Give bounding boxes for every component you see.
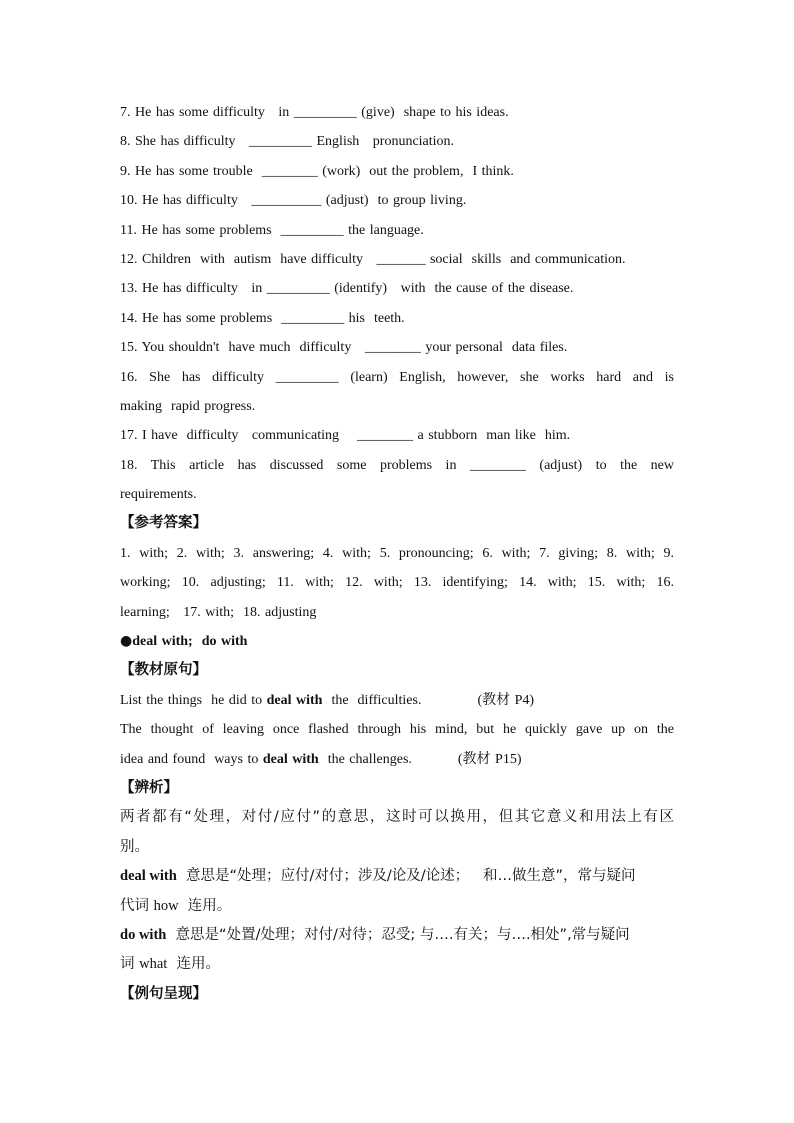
exercise-line: 7. He has some difficulty in _________ (give) shape to his ideas. [120, 105, 509, 120]
exercise-line: requirements. [120, 487, 197, 503]
exercise-line: 11. He has some problems _________ the language. [120, 222, 424, 238]
exercise-line: 10. He has difficulty __________ (adjust) to group living. [120, 193, 467, 209]
exercise-line: 18. This article has discussed some problems in ________ (adjust) to the new [120, 457, 674, 473]
exercise-line: 13. He has difficulty in _________ (identify) with the cause of the disease. [120, 281, 574, 297]
analysis-text: 两者都有“处理，对付/应付”的意思，这时可以换用，但其它意义和用法上有区 [120, 809, 674, 826]
keyword: deal with [262, 751, 319, 767]
source-sentence: idea and found ways to deal with the challenges. (教材 P15) [120, 751, 522, 767]
bullet-icon: ● [120, 633, 133, 650]
exercise-line: 8. She has difficulty _________ English pronunciation. [120, 134, 455, 150]
keyword: do with [120, 926, 167, 943]
analysis-heading: 【辨析】 [120, 779, 178, 796]
exercise-line: making rapid progress. [120, 398, 256, 414]
exercise-line: 16. She has difficulty _________ (learn) English, however, she works hard and is [120, 369, 674, 385]
topic-title [120, 627, 674, 656]
answer-line: working; 10. adjusting; 11. with; 12. with; 13. identifying; 14. with; 15. with; 16. [120, 575, 674, 591]
exercise-line: 14. He has some problems _________ his teeth. [120, 310, 405, 326]
deal-with-definition: 代词 how 连用。 [120, 897, 232, 914]
answer-line: learning; 17. with; 18. adjusting [120, 604, 317, 620]
source-sentence: The thought of leaving once flashed through his mind, but he quickly gave up on the [120, 722, 674, 738]
keyword: deal with [120, 868, 177, 885]
do-with-definition: 词 what 连用。 [120, 956, 221, 973]
page-content [120, 98, 674, 1009]
exercise-line: 15. You shouldn't have much difficulty ________ your personal data files. [120, 340, 568, 356]
exercise-line: 9. He has some trouble ________ (work) out the problem, I think. [120, 163, 514, 179]
answer-heading: 【参考答案】 [120, 515, 207, 532]
answer-line: 1. with; 2. with; 3. answering; 4. with; 5. pronouncing; 6. with; 7. giving; 8. with; 9. [120, 545, 674, 561]
examples-heading: 【例句呈现】 [120, 985, 207, 1002]
deal-with-definition: deal with 意思是“处理；应付/对付；涉及/论及/论述； 和…做生意”，常与疑问 [120, 868, 636, 885]
source-ref: (教材 P15) [457, 751, 522, 767]
exercise-line: 17. I have difficulty communicating ________ a stubborn man like him. [120, 428, 571, 444]
topic-title-text: deal with; do with [132, 634, 248, 650]
exercise-line: 12. Children with autism have difficulty _______ social skills and communication. [120, 251, 626, 267]
keyword: deal with [266, 692, 323, 708]
do-with-definition: do with 意思是“处置/处理；对付/对待；忍受; 与….有关；与….相处”,常与疑问 [120, 926, 630, 943]
source-ref: (教材 P4) [477, 692, 535, 708]
analysis-text: 别。 [120, 838, 149, 855]
source-sentence: List the things he did to deal with the difficulties. (教材 P4) [120, 692, 535, 708]
source-heading: 【教材原句】 [120, 662, 207, 679]
